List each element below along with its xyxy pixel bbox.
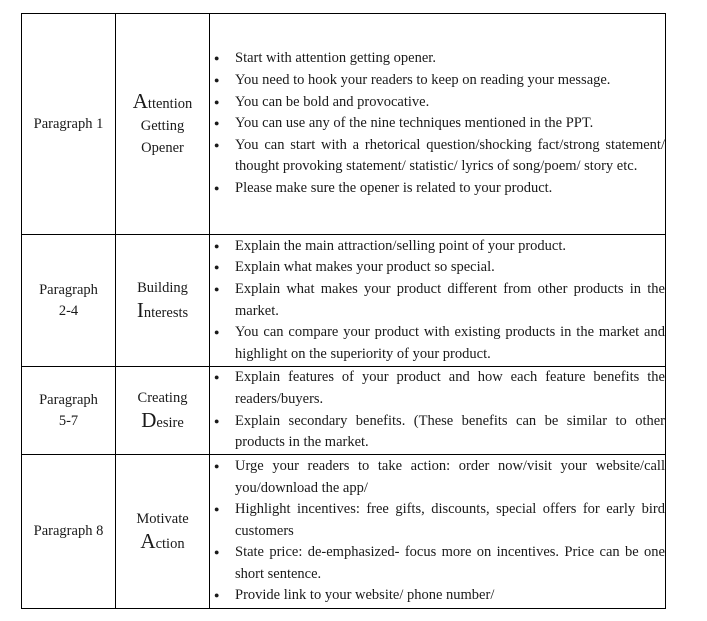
list-item: ● You can compare your product with existing products in the market and highlight on the superiority of your product. — [210, 322, 665, 365]
list-item: ● Explain features of your product and how each feature benefits the readers/buyers. — [210, 367, 665, 410]
guidelines-cell — [210, 455, 666, 609]
list-item: ● You can be bold and provocative. — [210, 92, 665, 114]
list-item: ● Highlight incentives: free gifts, discounts, special offers for early bird customers — [210, 499, 665, 542]
stage-line — [116, 115, 209, 137]
stage-word: ction — [155, 536, 185, 552]
stage-word: esire — [156, 415, 184, 431]
list-item: ● Start with attention getting opener. — [210, 48, 665, 70]
stage-word: Creating — [137, 390, 188, 406]
stage-initial-letter: D — [141, 408, 157, 432]
list-item: ● Explain the main attraction/selling point of your product. — [210, 236, 665, 258]
bullet-list — [210, 456, 665, 607]
stage-word: Opener — [141, 139, 184, 156]
stage-cell — [116, 455, 210, 609]
paragraph-label-cell — [22, 14, 116, 235]
guidelines-cell — [210, 235, 666, 367]
paragraph-label: Paragraph — [39, 281, 98, 298]
stage-line — [116, 299, 209, 324]
table-row-attention — [22, 14, 666, 235]
list-item: ● You need to hook your readers to keep on reading your message. — [210, 70, 665, 92]
stage-line — [116, 277, 209, 299]
stage-word: nterests — [143, 305, 189, 321]
stage-cell — [116, 235, 210, 367]
paragraph-label: Paragraph — [39, 391, 98, 408]
stage-line — [116, 530, 209, 555]
paragraph-label-cell — [22, 455, 116, 609]
stage-line — [116, 137, 209, 159]
stage-cell — [116, 14, 210, 235]
paragraph-label: Paragraph 1 — [33, 115, 104, 132]
stage-word: Building — [137, 280, 188, 296]
paragraph-label: Paragraph 8 — [33, 523, 104, 539]
stage-word: Getting — [140, 117, 185, 134]
list-item: ● Explain what makes your product so special. — [210, 257, 665, 279]
list-item: ● You can use any of the nine techniques mentioned in the PPT. — [210, 113, 665, 135]
stage-line — [116, 387, 209, 409]
list-item: ● Provide link to your website/ phone number/ — [210, 585, 665, 607]
stage-line — [116, 409, 209, 434]
bullet-list — [210, 48, 665, 199]
bullet-list — [210, 367, 665, 453]
stage-initial-letter: A — [132, 88, 148, 113]
stage-initial-letter: A — [140, 529, 156, 553]
list-item: ● Please make sure the opener is related to your product. — [210, 178, 665, 200]
bullet-list — [210, 236, 665, 366]
stage-line — [116, 508, 209, 530]
stage-line — [116, 90, 209, 115]
stage-initial-letter: I — [136, 298, 144, 322]
stage-word: ttention — [147, 95, 193, 112]
paragraph-label-cell — [22, 367, 116, 455]
list-item: ● Explain what makes your product different from other products in the market. — [210, 279, 665, 322]
table-row-action — [22, 455, 666, 609]
list-item: ● State price: de-emphasized- focus more on incentives. Price can be one short sentence. — [210, 542, 665, 585]
list-item: ● Urge your readers to take action: order now/visit your website/call you/download the app/ — [210, 456, 665, 499]
guidelines-cell — [210, 367, 666, 455]
table-row-interests — [22, 235, 666, 367]
list-item: ● You can start with a rhetorical question/shocking fact/strong statement/ thought provoking statement/ statistic/ lyrics of song/poem/ story etc. — [210, 135, 665, 178]
paragraph-range: 5-7 — [58, 412, 79, 429]
paragraph-label-cell — [22, 235, 116, 367]
list-item: ● Explain secondary benefits. (These benefits can be similar to other products in the market. — [210, 411, 665, 454]
aida-structure-table — [21, 13, 666, 609]
paragraph-range: 2-4 — [58, 302, 79, 319]
table-row-desire — [22, 367, 666, 455]
stage-word: Motivate — [136, 511, 189, 527]
guidelines-cell — [210, 14, 666, 235]
stage-cell — [116, 367, 210, 455]
